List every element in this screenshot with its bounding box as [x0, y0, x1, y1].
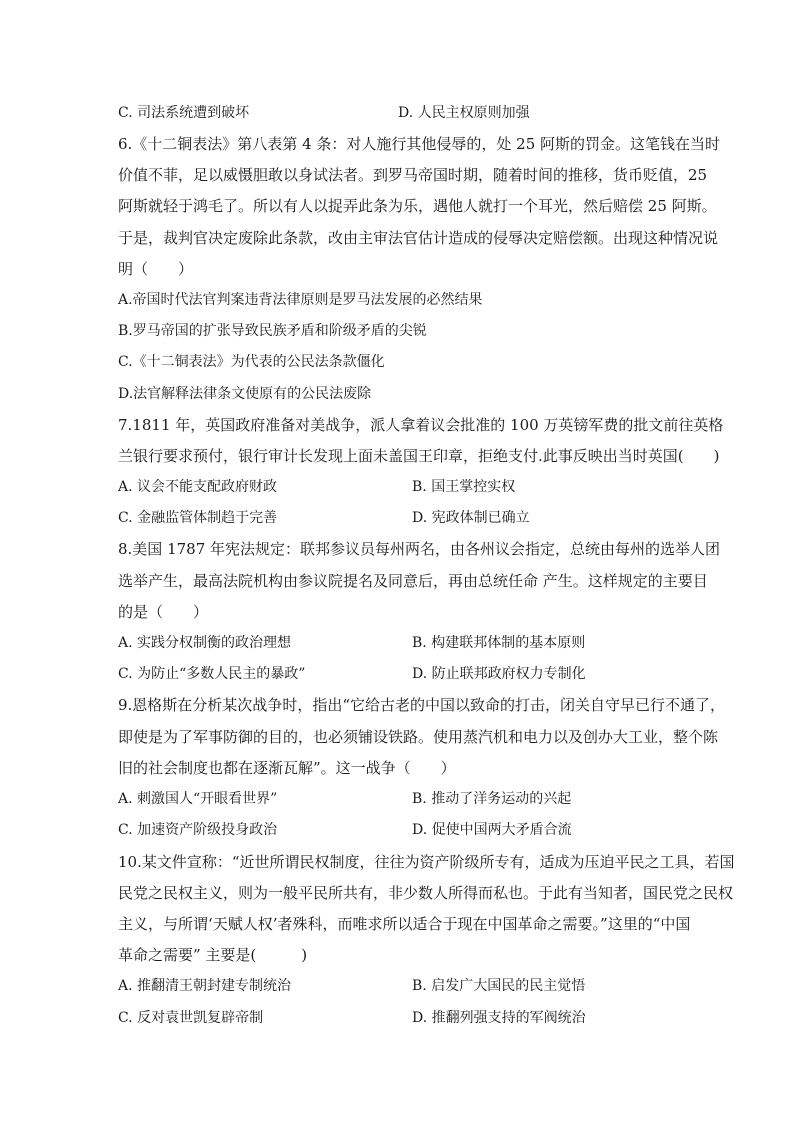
q6-option-d: D.法官解释法律条文使原有的公民法废除 [118, 386, 372, 402]
q6-stem-line-5: 明（ ） [118, 260, 194, 278]
q10-stem-line-3: 主义，与所谓‘天赋人权’者殊科，而唯求所以适合于现在中国革命之需要。”这里的“中国 [118, 915, 691, 933]
q9-option-b: B. 推动了洋务运动的兴起 [412, 791, 572, 807]
q8-option-a: A. 实践分权制衡的政治理想 [118, 635, 292, 651]
q10-stem-line-1: 10.某文件宣称：“近世所谓民权制度，往往为资产阶级所专有，适成为压迫平民之工具，若国 [118, 853, 735, 871]
q7-stem-line-2: 兰银行要求预付，银行审计长发现上面未盖国王印章，拒绝支付.此事反映出当时英国( ) [118, 447, 720, 465]
q7-option-b: B. 国王掌控实权 [412, 479, 516, 495]
q7-option-a: A. 议会不能支配政府财政 [118, 479, 278, 495]
q6-stem-line-2: 价值不菲，足以威慑胆敢以身试法者。到罗马帝国时期，随着时间的推移，货币贬值，25 [118, 166, 708, 184]
q10-option-c: C. 反对袁世凯复辟帝制 [118, 1010, 264, 1026]
q8-stem-line-3: 的是（ ） [118, 603, 209, 621]
q7-stem-line-1: 7.1811 年，英国政府准备对美战争，派人拿着议会批准的 100 万英镑军费的批文前往英格 [118, 416, 724, 434]
q7-option-c: C. 金融监管体制趋于完善 [118, 510, 278, 526]
q9-stem-line-1: 9.恩格斯在分析某次战争时，指出“它给古老的中国以致命的打击，闭关自守早已行不通了， [118, 696, 725, 714]
q6-option-b: B.罗马帝国的扩张导致民族矛盾和阶级矛盾的尖锐 [118, 323, 427, 339]
q8-stem-line-2: 选举产生，最高法院机构由参议院提名及同意后，再由总统任命 产生。这样规定的主要目 [118, 572, 708, 590]
q10-stem-line-2: 民党之民权主义，则为一般平民所共有，非少数人所得而私也。于此有当知者，国民党之民权 [118, 884, 734, 902]
q9-stem-line-2: 即使是为了军事防御的目的，也必须铺设铁路。使用蒸汽机和电力以及创办大工业，整个陈 [118, 728, 719, 746]
q5-option-d: D. 人民主权原则加强 [398, 105, 530, 121]
q9-option-d: D. 促使中国两大矛盾合流 [412, 822, 572, 838]
q6-stem-line-3: 阿斯就轻于鸿毛了。所以有人以捉弄此条为乐，遇他人就打一个耳光，然后赔偿 25 阿斯。 [118, 197, 717, 215]
q6-option-a: A.帝国时代法官判案违背法律原则是罗马法发展的必然结果 [118, 292, 483, 308]
q9-stem-line-3: 旧的社会制度也都在逐渐瓦解”。这一战争（ ） [118, 759, 456, 777]
q6-option-c: C.《十二铜表法》为代表的公民法条款僵化 [118, 354, 385, 370]
q6-stem-line-1: 6.《十二铜表法》第八表第 4 条：对人施行其他侵辱的，处 25 阿斯的罚金。这笔钱在当时 [118, 135, 721, 153]
q10-option-d: D. 推翻列强支持的军阀统治 [412, 1010, 586, 1026]
q8-option-b: B. 构建联邦体制的基本原则 [412, 635, 586, 651]
q10-stem-line-4: 革命之需要” 主要是( ) [118, 946, 308, 964]
q10-option-a: A. 推翻清王朝封建专制统治 [118, 978, 292, 994]
q8-option-c: C. 为防止“多数人民主的暴政” [118, 666, 306, 682]
q8-option-d: D. 防止联邦政府权力专制化 [412, 666, 586, 682]
q10-option-b: B. 启发广大国民的民主觉悟 [412, 978, 586, 994]
q5-option-c: C. 司法系统遭到破坏 [118, 105, 250, 121]
q6-stem-line-4: 于是，裁判官决定废除此条款，改由主审法官估计造成的侵辱决定赔偿额。出现这种情况说 [118, 229, 719, 247]
q8-stem-line-1: 8.美国 1787 年宪法规定：联邦参议员每州两名，由各州议会指定，总统由每州的选举人团 [118, 540, 721, 558]
q7-option-d: D. 宪政体制已确立 [412, 510, 530, 526]
q9-option-a: A. 刺激国人“开眼看世界” [118, 791, 278, 807]
q9-option-c: C. 加速资产阶级投身政治 [118, 822, 278, 838]
